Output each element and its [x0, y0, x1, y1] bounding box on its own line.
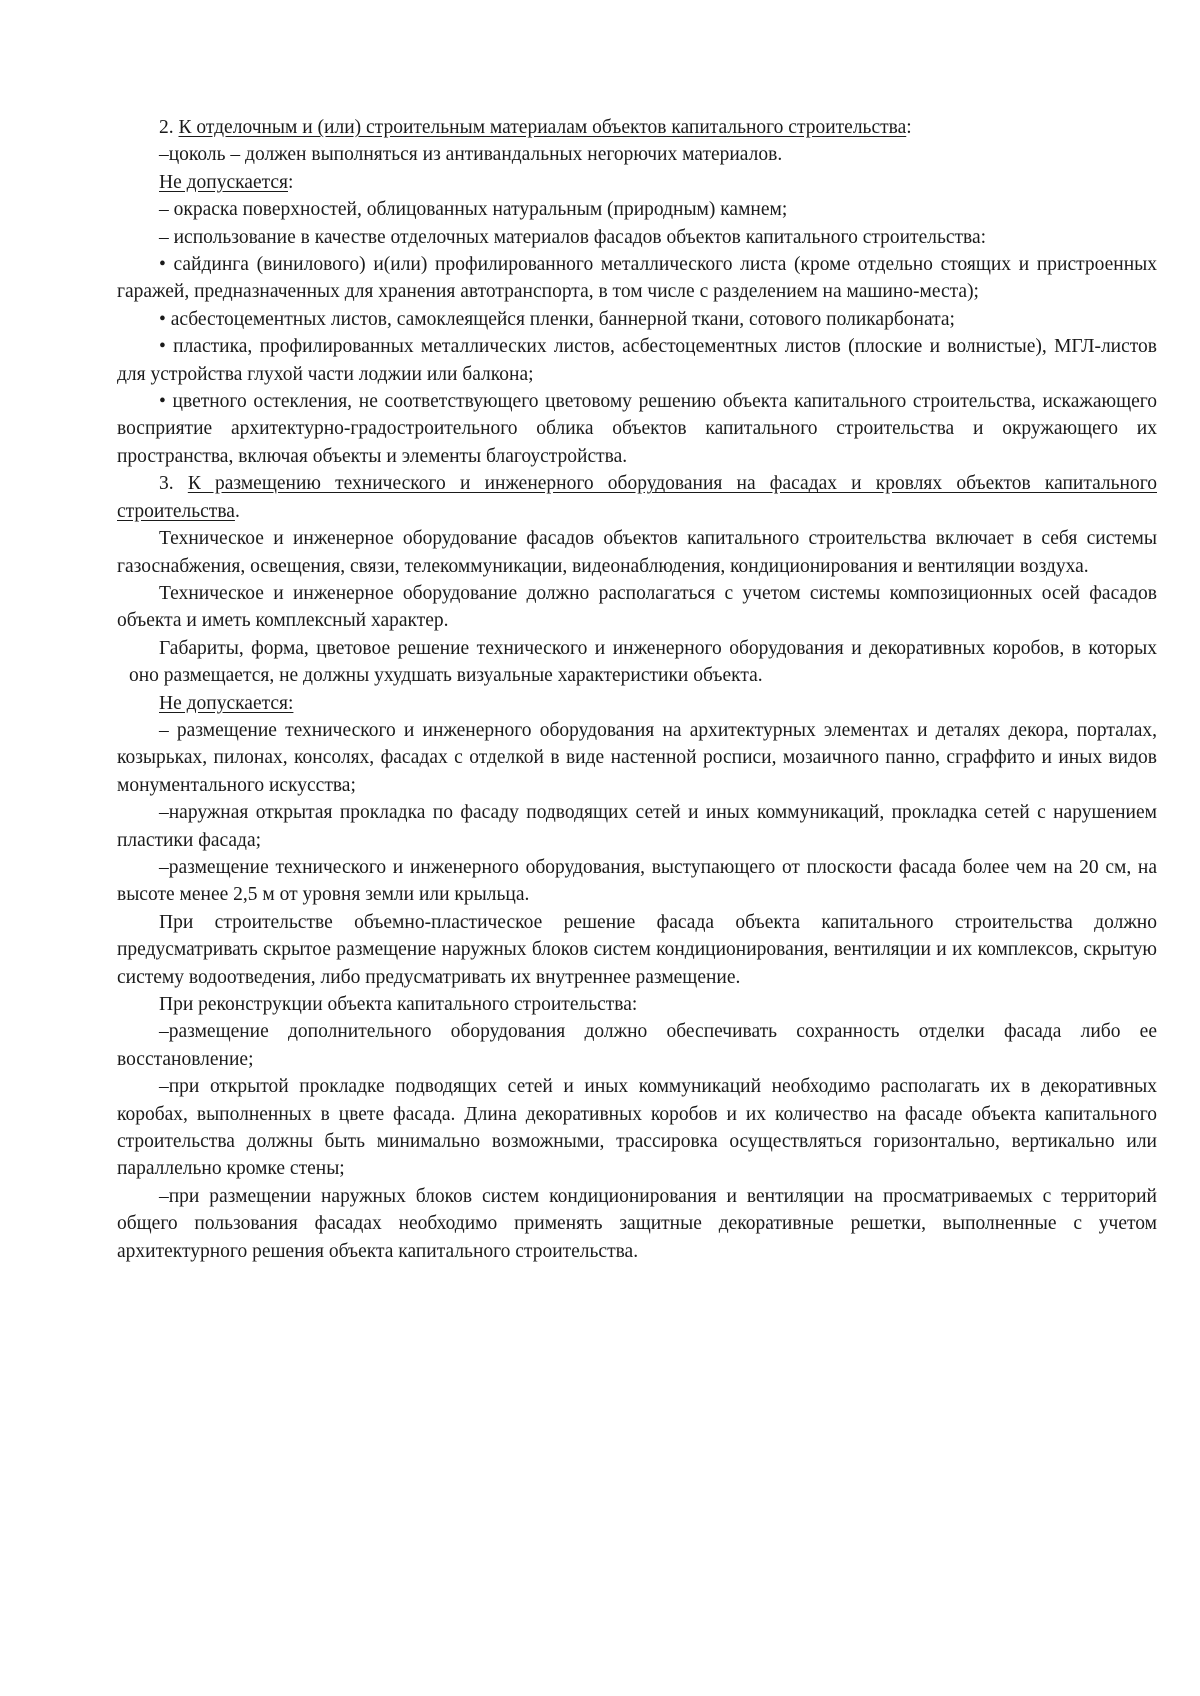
reconstruction-item: –размещение дополнительного оборудования должно обеспечивать сохранность отделки фасада либо ее восстановление; [117, 1021, 1157, 1070]
bullet-item: • пластика, профилированных металлических листов, асбестоцементных листов (плоские и волнистые), МГЛ-листов для устройства глухой части лоджии или балкона; [117, 336, 1157, 385]
reconstruction-item: –при размещении наружных блоков систем кондиционирования и вентиляции на просматриваемых с территорий общего пользования фасадах необходимо применять защитные декоративные решетки, выполненные с учетом архитектурного решения объекта капитального строительства. [117, 1185, 1157, 1262]
bullet-item: • цветного остекления, не соответствующего цветовому решению объекта капитального строительства, искажающего восприятие архитектурно-градостроительного облика объектов капитального строительства и окружающего их пространства, включая объекты и элементы благоустройства. [117, 391, 1157, 467]
restriction-item: –размещение технического и инженерного оборудования, выступающего от плоскости фасада более чем на 20 см, на высоте менее 2,5 м от уровня земли или крыльца. [117, 856, 1157, 906]
section-2-heading: 2. К отделочным и (или) строительным материалам объектов капитального строительства: [159, 117, 912, 138]
document-page [117, 114, 1157, 1265]
restriction-item: – использование в качестве отделочных материалов фасадов объектов капитального строительства: [159, 226, 987, 248]
restriction-item: – размещение технического и инженерного оборудования на архитектурных элементах и деталях декора, порталах, козырьках, пилонах, консолях, фасадах с отделкой в виде настенной росписи, мозаичного панно, сграффито и иных видов монументального искусства; [117, 719, 1157, 796]
not-allowed-label-1: Не допускается: [159, 171, 294, 193]
not-allowed-label-2: Не допускается: [159, 692, 294, 714]
section-3-heading: 3. К размещению технического и инженерного оборудования на фасадах и кровлях объектов капитального строительства. [117, 473, 1157, 522]
reconstruction-item: –при открытой прокладке подводящих сетей и иных коммуникаций необходимо располагать их в декоративных коробах, выполненных в цвете фасада. Длина декоративных коробов и их количество на фасаде объекта капитального строительства должны быть минимально возможными, трассировка осуществляться горизонтально, вертикально или параллельно кромке стены; [117, 1076, 1157, 1180]
section-2-heading-text: К отделочным и (или) строительным материалам объектов капитального строительства [178, 117, 907, 138]
dimensions-paragraph: Габариты, форма, цветовое решение технического и инженерного оборудования и декоративных коробов, в которых оно размещается, не должны ухудшать визуальные характеристики объекта. [129, 637, 1157, 687]
section-3-heading-text: К размещению технического и инженерного оборудования на фасадах и кровлях объектов капитального строительства [117, 473, 1157, 522]
equipment-paragraph: Техническое и инженерное оборудование фасадов объектов капитального строительства включает в себя системы газоснабжения, освещения, связи, телекоммуникации, видеонаблюдения, кондиционирования и вентиляции воздуха. [117, 528, 1157, 577]
bullet-item: • асбестоцементных листов, самоклеящейся пленки, баннерной ткани, сотового поликарбоната; [159, 308, 955, 330]
construction-paragraph: При строительстве объемно-пластическое решение фасада объекта капитального строительства должно предусматривать скрытое размещение наружных блоков систем кондиционирования, вентиляции и их комплексов, скрытую систему водоотведения, либо предусматривать их внутреннее размещение. [117, 911, 1157, 988]
reconstruction-intro: При реконструкции объекта капитального строительства: [159, 994, 638, 1015]
plinth-requirement: –цоколь – должен выполняться из антивандальных негорючих материалов. [159, 144, 783, 166]
restriction-item: – окраска поверхностей, облицованных натуральным (природным) камнем; [159, 199, 788, 221]
equipment-paragraph: Техническое и инженерное оборудование должно располагаться с учетом системы композиционных осей фасадов объекта и иметь комплексный характер. [117, 582, 1157, 632]
bullet-item: • сайдинга (винилового) и(или) профилированного металлического листа (кроме отдельно стоящих и пристроенных гаражей, предназначенных для хранения автотранспорта, в том числе с разделением на машино-места); [117, 254, 1157, 303]
restriction-item: –наружная открытая прокладка по фасаду подводящих сетей и иных коммуникаций, прокладка сетей с нарушением пластики фасада; [117, 802, 1157, 851]
